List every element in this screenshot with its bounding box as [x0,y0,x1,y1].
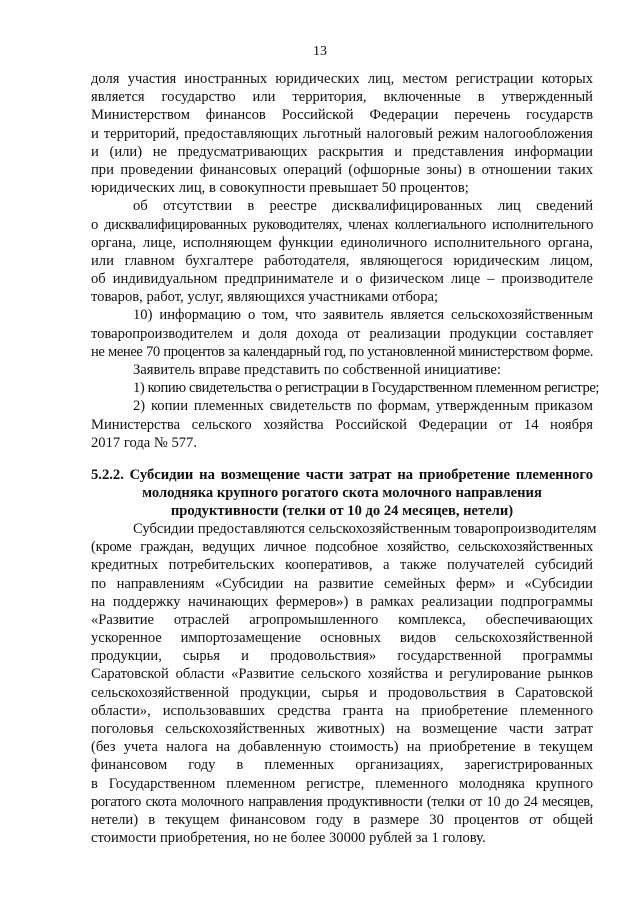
text-line: в Государственном племенном регистре, племенного молодняка крупного [91,775,593,792]
text-line: об отсутствии в реестре дисквалифицированных лиц сведений [133,198,593,215]
text-line: Заявитель вправе представить по собственной инициативе: [133,362,501,378]
text-line: доля участия иностранных юридических лиц, местом регистрации которых [91,71,593,87]
text-line: поголовья сельскохозяйственных животных) на возмещение части затрат [91,721,593,737]
paragraph-optional-documents [91,361,600,452]
text-line: об индивидуальном предпринимателе и о физическом лице – производителе [91,271,593,288]
text-line: по направлениям «Субсидии на развитие семейных ферм» и «Субсидии [91,575,593,592]
text-line: на поддержку начинающих фермеров») в рамках реализации подпрограммы [91,593,593,610]
text-line: ускоренное импортозамещение основных видов сельскохозяйственной [91,630,593,647]
text-line: и (или) не предусматривающих раскрытия и представления информации [91,143,593,160]
text-line: рогатого скота молочного направления продуктивности (телки от 10 до 24 месяцев, [91,793,593,810]
heading-line: 5.2.2. Субсидии на возмещение части затрат на приобретение племенного [91,466,593,483]
text-line: не менее 70 процентов за календарный год, по установленной министерством форме. [91,343,593,360]
text-line: юридических лиц, в совокупности превышает 50 процентов; [91,180,469,197]
text-line: 2) копии племенных свидетельств по формам, утвержденным приказом [133,398,593,415]
heading-line: продуктивности (телки от 10 до 24 месяцев, нетели) [170,502,514,519]
text-line: Саратовской области «Развитие сельского хозяйства и регулирование рынков [91,666,593,683]
paragraph-disqualified-persons [91,197,593,306]
text-line: «Развитие отраслей агропромышленного комплекса, обеспечивающих [91,611,593,628]
paragraph-item-10 [91,306,593,361]
text-line: 1) копию свидетельства о регистрации в Государственном племенном регистре; [133,380,600,397]
heading-line: молодняка крупного рогатого скота молочного направления [142,484,542,501]
text-line: Субсидии предоставляются сельскохозяйственным товаропроизводителям [133,520,597,537]
text-line: продукции, сырья и продовольствия» государственной программы [91,648,593,665]
text-line: финансовом году в племенных организациях, зарегистрированных [91,757,593,774]
page-body [91,70,600,847]
paragraph-offshore-share [91,70,593,197]
text-line: (кроме граждан, ведущих личное подсобное хозяйство, сельскохозяйственных [91,539,593,556]
text-line: сельскохозяйственной продукции, сырья и продовольствия в Саратовской [91,684,593,701]
text-line: стоимости приобретения, но не более 30000 рублей за 1 голову. [91,830,486,847]
text-line: или главном бухгалтере работодателя, являющегося юридическим лицом, [91,252,593,269]
text-line: и территорий, предоставляющих льготный налоговый режим налогообложения [91,125,593,142]
text-line: товаропроизводителем и доля дохода от реализации продукции составляет [91,325,593,342]
text-line: о дисквалифицированных руководителях, членах коллегиального исполнительного [91,216,593,233]
text-line: (без учета налога на добавленную стоимость) на приобретение в текущем [91,739,593,756]
text-line: нетели) в текущем финансовом году в размере 30 процентов от общей [91,811,593,828]
section-heading-5-2-2 [91,466,593,520]
text-line: области», использовавших средства гранта на приобретение племенного [91,702,593,719]
paragraph-subsidy-conditions [91,520,597,847]
text-line: Министерством финансов Российской Федерации перечень государств [91,107,593,124]
text-line: 2017 года № 577. [91,434,197,451]
text-line: Министерства сельского хозяйства Российской Федерации от 14 ноября [91,416,593,433]
text-line: кредитных потребительских кооперативов, а также получателей субсидий [91,557,593,574]
text-line: органа, лице, исполняющем функции единоличного исполнительного органа, [91,234,593,251]
page-number: 13 [313,44,327,59]
text-line: товаров, работ, услуг, являющихся участниками отбора; [91,289,439,306]
section-gap [91,452,593,466]
text-line: является государство или территория, включенные в утвержденный [91,89,593,106]
text-line: при проведении финансовых операций (офшорные зоны) в отношении таких [91,161,593,178]
text-line: 10) информацию о том, что заявитель является сельскохозяйственным [133,307,593,324]
